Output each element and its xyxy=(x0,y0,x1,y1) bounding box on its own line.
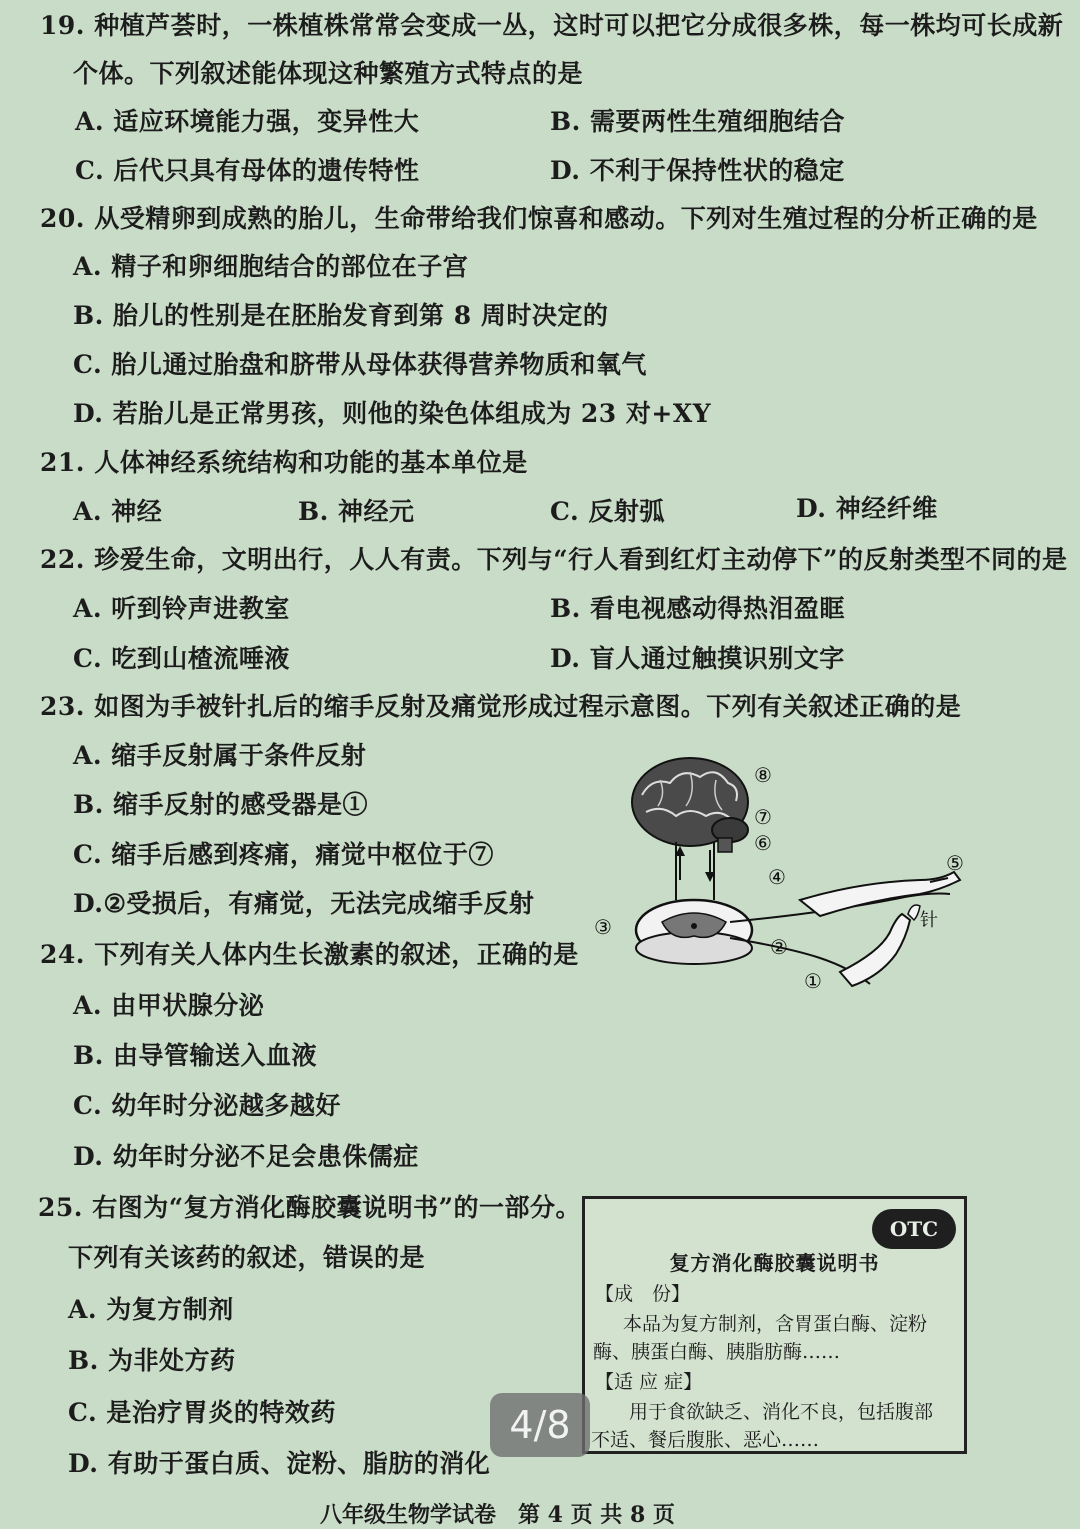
question-25-option-d: D. 有助于蛋白质、淀粉、脂肪的消化 xyxy=(68,1449,491,1478)
medicine-title: 复方消化酶胶囊说明书 xyxy=(669,1251,880,1275)
question-20-option-d: D. 若胎儿是正常男孩，则他的染色体组成为 23 对+XY xyxy=(73,399,712,428)
medicine-line: 本品为复方制剂，含胃蛋白酶、淀粉 xyxy=(623,1313,928,1335)
question-19-option-a: A. 适应环境能力强，变异性大 xyxy=(75,107,420,136)
page-indicator: 4/8 xyxy=(490,1393,590,1457)
question-22-option-a: A. 听到铃声进教室 xyxy=(73,594,290,623)
question-number: 24. xyxy=(40,940,85,969)
question-number: 25. xyxy=(38,1193,83,1222)
question-21-option-b: B. 神经元 xyxy=(298,497,415,526)
label-7: ⑦ xyxy=(754,805,772,829)
question-number: 23. xyxy=(40,692,85,721)
question-20-option-b: B. 胎儿的性别是在胚胎发育到第 8 周时决定的 xyxy=(73,301,609,330)
question-25-option-c: C. 是治疗胃炎的特效药 xyxy=(68,1398,336,1427)
question-19-option-b: B. 需要两性生殖细胞结合 xyxy=(550,107,846,136)
label-8: ⑧ xyxy=(754,763,772,787)
question-22-option-d: D. 盲人通过触摸识别文字 xyxy=(550,644,845,673)
label-1: ① xyxy=(804,969,822,993)
page-footer: 八年级生物学试卷 第 4 页 共 8 页 xyxy=(320,1502,675,1528)
medicine-section-indications: 【适 应 症】 xyxy=(595,1371,703,1393)
question-19-stem-line-1: 19. 种植芦荟时，一株植株常常会变成一丛，这时可以把它分成很多株，每一株均可长成新 xyxy=(40,11,1064,40)
question-20-option-c: C. 胎儿通过胎盘和脐带从母体获得营养物质和氧气 xyxy=(73,350,647,379)
question-23-option-b: B. 缩手反射的感受器是① xyxy=(73,790,369,819)
label-3: ③ xyxy=(594,915,612,939)
question-21-option-c: C. 反射弧 xyxy=(550,497,665,526)
question-25-stem-line-2: 下列有关该药的叙述，错误的是 xyxy=(68,1243,426,1272)
question-19-option-c: C. 后代只具有母体的遗传特性 xyxy=(75,156,420,185)
needle-label: 针 xyxy=(920,910,938,931)
question-23-option-d: D.②受损后，有痛觉，无法完成缩手反射 xyxy=(73,889,535,918)
question-22-option-c: C. 吃到山楂流唾液 xyxy=(73,644,290,673)
question-number: 19. xyxy=(40,11,85,40)
question-23-option-a: A. 缩手反射属于条件反射 xyxy=(73,741,367,770)
question-21-option-d: D. 神经纤维 xyxy=(796,494,938,523)
question-24-option-c: C. 幼年时分泌越多越好 xyxy=(73,1091,341,1120)
medicine-section-ingredients: 【成 份】 xyxy=(595,1283,691,1305)
brain-icon xyxy=(632,758,748,852)
question-number: 22. xyxy=(40,545,85,574)
otc-badge: OTC xyxy=(872,1209,956,1249)
question-19-stem-line-2: 个体。下列叙述能体现这种繁殖方式特点的是 xyxy=(73,59,584,88)
question-23-option-c: C. 缩手后感到疼痛，痛觉中枢位于⑦ xyxy=(73,840,494,869)
question-24-option-d: D. 幼年时分泌不足会患侏儒症 xyxy=(73,1142,419,1171)
question-19-option-d: D. 不利于保持性状的稳定 xyxy=(550,156,845,185)
label-6: ⑥ xyxy=(754,831,772,855)
question-25-option-b: B. 为非处方药 xyxy=(68,1346,236,1375)
medicine-line: 用于食欲缺乏、消化不良，包括腹部 xyxy=(629,1401,934,1423)
medicine-line: 酶、胰蛋白酶、胰脂肪酶…… xyxy=(593,1341,841,1363)
question-23-stem: 23. 如图为手被针扎后的缩手反射及痛觉形成过程示意图。下列有关叙述正确的是 xyxy=(40,692,962,721)
question-22-option-b: B. 看电视感动得热泪盈眶 xyxy=(550,594,846,623)
spinal-cord-section xyxy=(636,900,752,964)
question-21-option-a: A. 神经 xyxy=(73,497,163,526)
question-25-stem-line-1: 25. 右图为“复方消化酶胶囊说明书”的一部分。 xyxy=(38,1193,581,1222)
reflex-arc-diagram xyxy=(590,750,980,1010)
question-22-stem: 22. 珍爱生命，文明出行，人人有责。下列与“行人看到红灯主动停下”的反射类型不同的是 xyxy=(40,545,1068,574)
label-5: ⑤ xyxy=(946,851,964,875)
label-4: ④ xyxy=(768,865,786,889)
question-24-stem: 24. 下列有关人体内生长激素的叙述，正确的是 xyxy=(40,940,579,969)
label-2: ② xyxy=(770,935,788,959)
question-number: 21. xyxy=(40,448,85,477)
question-24-option-b: B. 由导管输送入血液 xyxy=(73,1041,318,1070)
question-25-option-a: A. 为复方制剂 xyxy=(68,1295,234,1324)
question-20-stem: 20. 从受精卵到成熟的胎儿，生命带给我们惊喜和感动。下列对生殖过程的分析正确的是 xyxy=(40,204,1038,233)
question-number: 20. xyxy=(40,204,85,233)
medicine-instruction-box xyxy=(582,1196,967,1454)
question-21-stem: 21. 人体神经系统结构和功能的基本单位是 xyxy=(40,448,528,477)
medicine-line: 不适、餐后腹胀、恶心…… xyxy=(591,1429,820,1451)
question-24-option-a: A. 由甲状腺分泌 xyxy=(73,991,265,1020)
question-20-option-a: A. 精子和卵细胞结合的部位在子宫 xyxy=(73,252,469,281)
